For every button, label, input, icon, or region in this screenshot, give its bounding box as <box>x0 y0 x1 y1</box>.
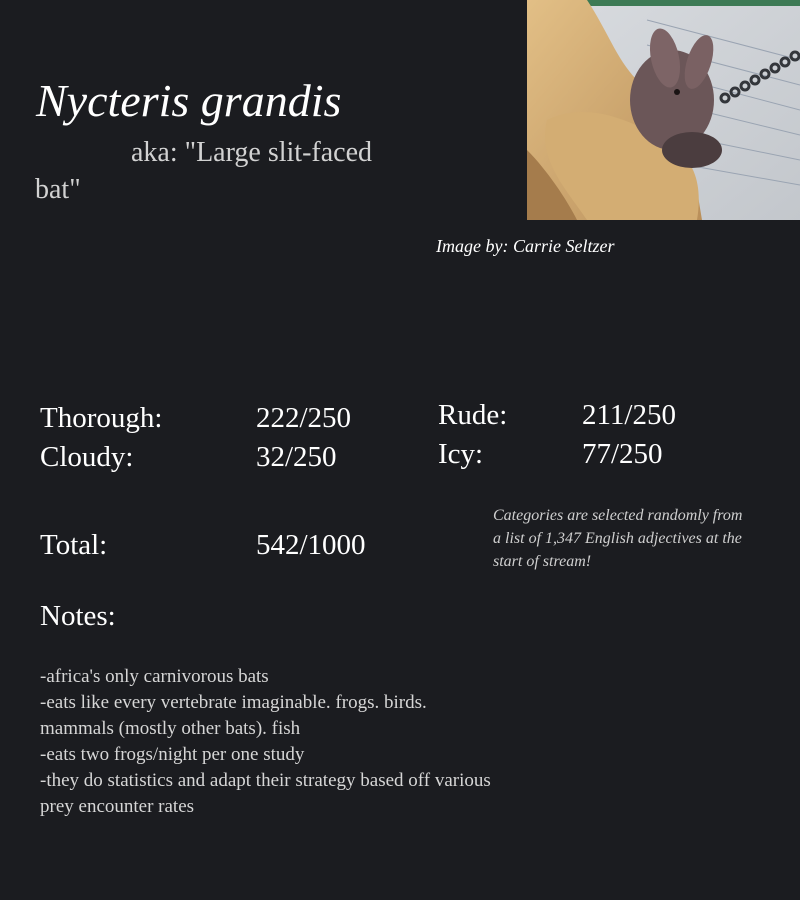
stat-value-icy: 77/250 <box>582 438 663 470</box>
list-item: -africa's only carnivorous bats <box>40 666 269 687</box>
stat-label-thorough: Thorough: <box>40 402 163 434</box>
bat-photo <box>527 0 800 220</box>
stat-value-thorough: 222/250 <box>256 402 352 434</box>
stat-value-rude: 211/250 <box>582 399 676 431</box>
list-item: -they do statistics and adapt their strategy based off various prey encounter rates <box>40 770 491 817</box>
stat-label-cloudy: Cloudy: <box>40 441 134 473</box>
species-title: Nycteris grandis <box>36 75 342 126</box>
stat-value-total: 542/1000 <box>256 529 366 561</box>
notes-list <box>40 664 500 820</box>
notes-heading: Notes: <box>40 600 116 632</box>
list-item: -eats two frogs/night per one study <box>40 744 305 765</box>
categories-note: Categories are selected randomly from a list of 1,347 English adjectives at the start of stream! <box>493 507 743 570</box>
stat-label-total: Total: <box>40 529 108 561</box>
stat-label-rude: Rude: <box>438 399 508 431</box>
list-item: -eats like every vertebrate imaginable. frogs. birds. mammals (mostly other bats). fish <box>40 692 427 739</box>
stat-value-cloudy: 32/250 <box>256 441 337 473</box>
stat-label-icy: Icy: <box>438 438 484 470</box>
image-credit: Image by: Carrie Seltzer <box>436 236 615 256</box>
common-name: aka: "Large slit-faced bat" <box>35 137 373 205</box>
